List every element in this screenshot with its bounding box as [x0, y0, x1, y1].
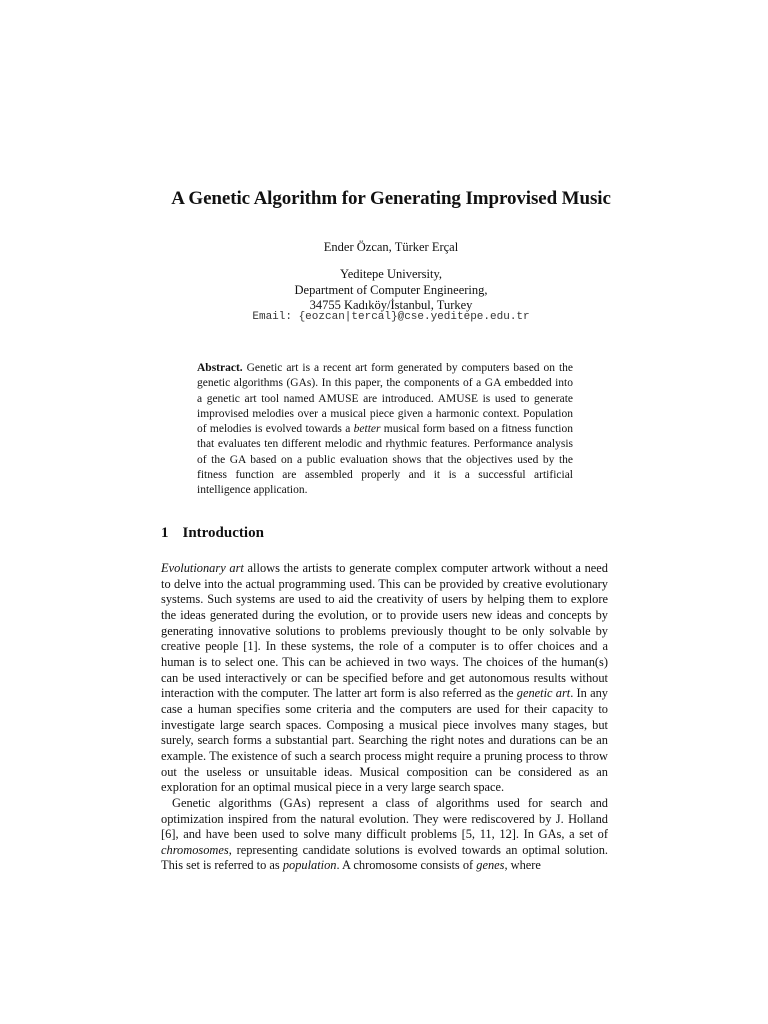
- abstract-label: Abstract.: [197, 362, 243, 374]
- abstract: [197, 361, 573, 499]
- section-number: 1: [161, 525, 169, 541]
- affiliation: [0, 267, 768, 314]
- affiliation-department: Department of Computer Engineering,: [294, 282, 488, 297]
- section-heading: [161, 525, 264, 542]
- paper-authors: Ender Özcan, Türker Erçal: [323, 240, 459, 254]
- p2-text-3: . A chromosome consists of: [336, 858, 477, 873]
- p2-emphasis-population: population: [282, 858, 337, 873]
- p2-text-4: , where: [504, 858, 541, 873]
- abstract-emphasis: better: [353, 423, 381, 436]
- p2-text-1: Genetic algorithms (GAs) represent a class of algorithms used for search and optimization inspired from the natural evolution. They were rediscovered by J. Holland [6], and have been used to solve many difficult problems [5, 11, 12]. In GAs, a set of: [161, 795, 608, 842]
- p1-emphasis-evolutionary-art: Evolutionary art: [161, 561, 244, 575]
- p1-text-1: allows the artists to generate complex computer artwork without a need to delve into the actual programming used. This can be provided by creative evolutionary systems. Such systems are used to aid the creativity of users by helping them to explore the ideas generated during the evolution, or to provide users new ideas and concepts by generating innovative solutions to problems previously thought to be only solvable by creative people [1]. In these systems, the role of a computer is to offer choices and a human is to select one. This can be achieved in two ways. The choices of the human(s) can be used interactively or can be specified before and get autonomous results without interaction with the computer. The latter art form is also referred as the: [161, 561, 608, 701]
- paragraph-2: [161, 796, 608, 874]
- affiliation-university: Yeditepe University,: [339, 267, 443, 281]
- p2-emphasis-chromosomes: chromosomes: [161, 842, 229, 857]
- p2-text-2: , representing candidate solutions is evolved towards an optimal solution. This set is referred to as: [161, 842, 608, 873]
- p1-text-2: . In any case a human specifies some criteria and the computers are used for their capacity to investigate large search spaces. Composing a musical piece involves many stages, but surely, search forms a substantial part. Searching the right notes and durations can be an example. The existence of such a search process might require a pruning process to throw out the useless or unsuitable ideas. Musical composition can be considered as an exploration for an optimal musical piece in a very large search space.: [161, 686, 608, 795]
- paper-title: A Genetic Algorithm for Generating Improvised Music: [171, 188, 611, 209]
- abstract-text-2: musical form based on a fitness function that evaluates ten different melodic and rhythmic features. Performance analysis of the GA based on a public evaluation shows that the objectives used by the fitness function are assembled properly and it is a successful artificial intelligence application.: [197, 423, 574, 497]
- abstract-text-1: Genetic art is a recent art form generated by computers based on the genetic algorithms (GAs). In this paper, the components of a GA embedded into a genetic art tool named AMUSE are introduced. AMUSE is used to generate improvised melodies over a musical piece given a harmonic context. Population of melodies is evolved towards a: [197, 362, 573, 436]
- author-email: Email: {eozcan|tercal}@cse.yeditepe.edu.tr: [252, 311, 530, 323]
- paragraph-1: [161, 561, 608, 796]
- section-title: Introduction: [182, 525, 264, 541]
- affiliation-address: 34755 Kadıköy/İstanbul, Turkey: [309, 298, 473, 312]
- body-text: [161, 561, 608, 874]
- p1-emphasis-genetic-art: genetic art: [516, 686, 571, 701]
- p2-emphasis-genes: genes: [476, 858, 505, 873]
